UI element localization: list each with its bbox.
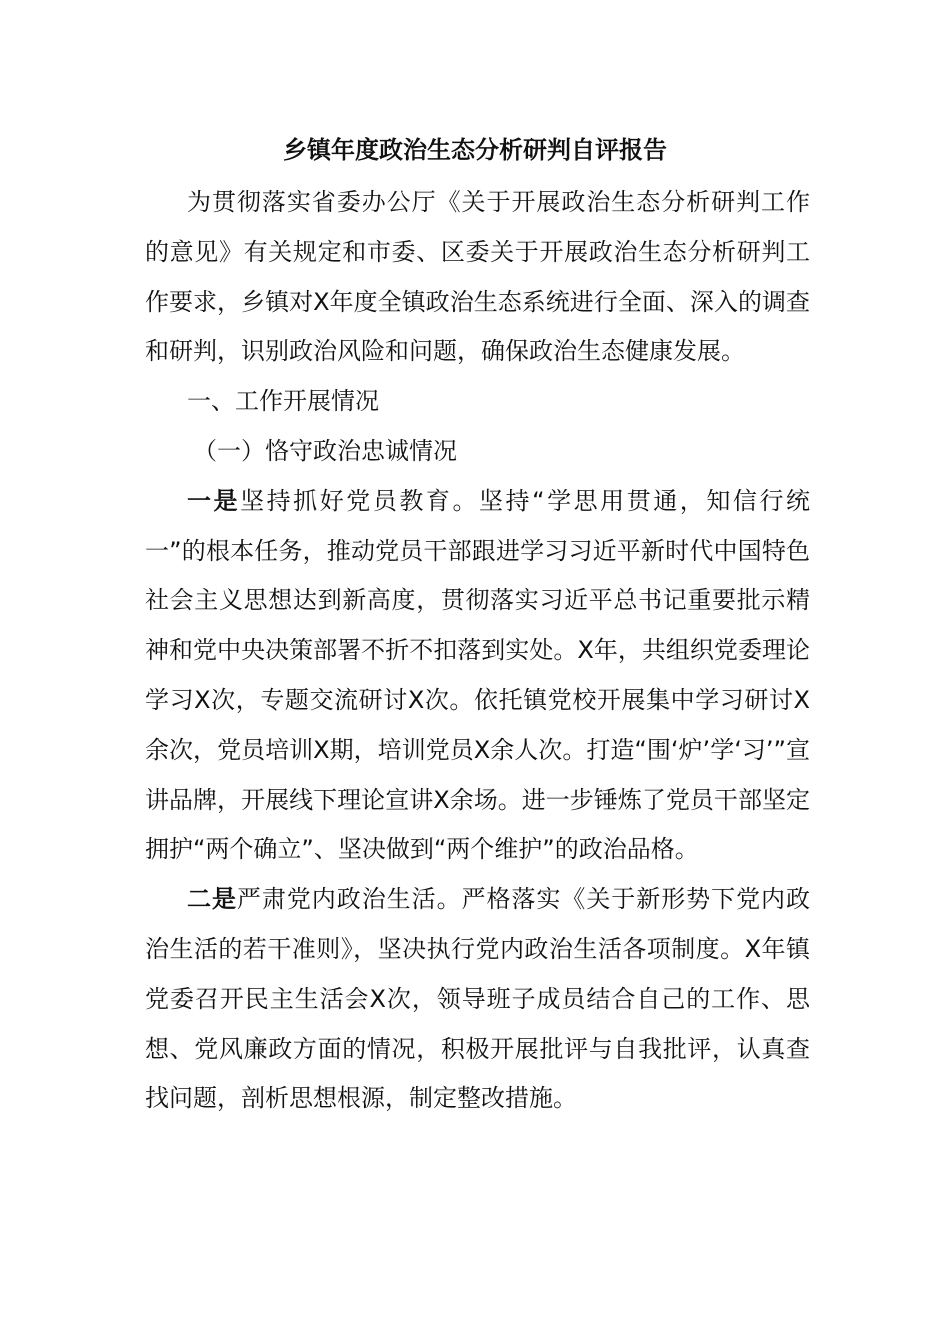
subsection-heading: （一）恪守政治忠诚情况 (193, 436, 457, 465)
item-lead-2: 二是 (187, 885, 237, 914)
document-body (145, 178, 810, 1124)
section-heading: 一、工作开展情况 (187, 387, 379, 416)
item-text-1: 坚持抓好党员教育。坚持“学思用贯通，知信行统一”的根本任务，推动党员干部跟进学习习近平新时代中国特色社会主义思想达到新高度，贯彻落实习近平总书记重要批示精神和党中央决策部署不折不扣落到实处。X年，共组织党委理论学习X次，专题交流研讨X次。依托镇党校开展集中学习研讨X余次，党员培训X期，培训党员X余人次。打造“围‘炉’学‘习’”宣讲品牌，开展线下理论宣讲X余场。进一步锤炼了党员干部坚定拥护“两个确立”、坚决做到“两个维护”的政治品格。 (145, 486, 810, 864)
item-paragraph-2 (145, 875, 810, 1124)
item-text-2: 严肃党内政治生活。严格落实《关于新形势下党内政治生活的若干准则》，坚决执行党内政治生活各项制度。X年镇党委召开民主生活会X次，领导班子成员结合自己的工作、思想、党风廉政方面的情况，积极开展批评与自我批评，认真查找问题，剖析思想根源，制定整改措施。 (145, 885, 811, 1113)
item-lead-1: 一是 (187, 486, 241, 515)
document-title: 乡镇年度政治生态分析研判自评报告 (283, 136, 667, 164)
item-paragraph-1 (145, 477, 810, 875)
intro-paragraph: 为贯彻落实省委办公厅《关于开展政治生态分析研判工作的意见》有关规定和市委、区委关于开展政治生态分析研判工作要求，乡镇对X年度全镇政治生态系统进行全面、深入的调查和研判，识别政治风险和问题，确保政治生态健康发展。 (145, 188, 810, 366)
